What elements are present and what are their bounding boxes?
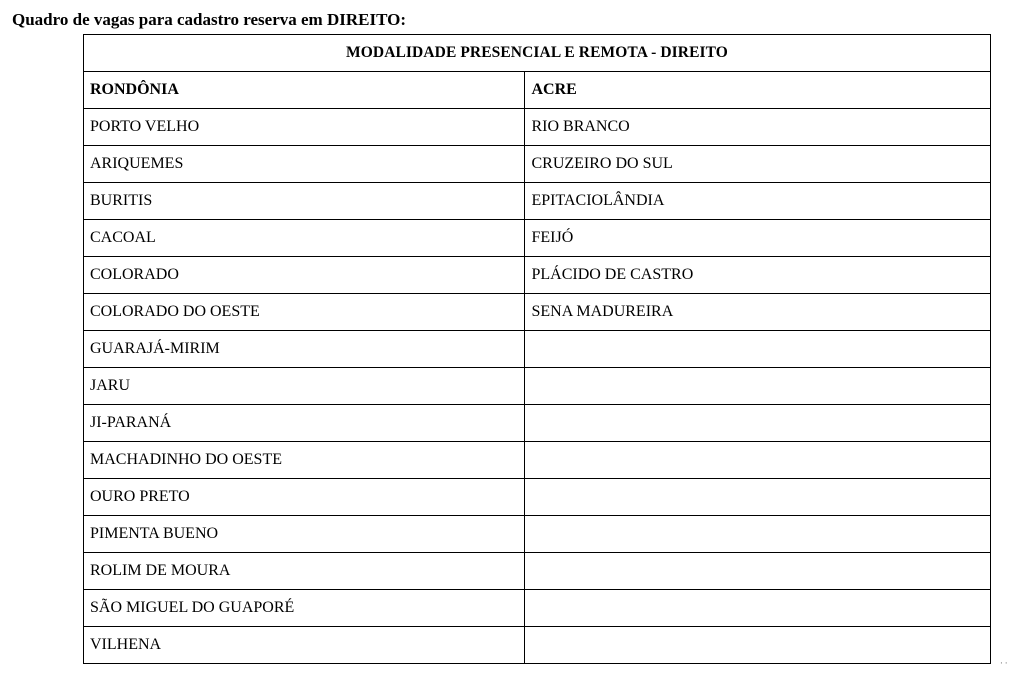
city-cell-rondonia: ROLIM DE MOURA: [84, 553, 525, 590]
table-header-row: [84, 72, 991, 109]
city-cell-rondonia: COLORADO: [84, 257, 525, 294]
table-row: [84, 553, 991, 590]
city-cell-acre: EPITACIOLÂNDIA: [525, 183, 991, 220]
city-cell-rondonia: ARIQUEMES: [84, 146, 525, 183]
city-cell-acre: [525, 331, 991, 368]
table-row: [84, 109, 991, 146]
table-row: [84, 146, 991, 183]
city-cell-rondonia: CACOAL: [84, 220, 525, 257]
city-cell-rondonia: SÃO MIGUEL DO GUAPORÉ: [84, 590, 525, 627]
city-cell-rondonia: BURITIS: [84, 183, 525, 220]
table-row: [84, 405, 991, 442]
table-row: [84, 627, 991, 664]
city-cell-acre: [525, 368, 991, 405]
table-row: [84, 257, 991, 294]
city-cell-acre: CRUZEIRO DO SUL: [525, 146, 991, 183]
city-cell-acre: RIO BRANCO: [525, 109, 991, 146]
page-title: Quadro de vagas para cadastro reserva em DIREITO:: [12, 10, 406, 29]
city-cell-acre: [525, 590, 991, 627]
page-corner-marker: ··: [999, 657, 1009, 669]
city-cell-acre: [525, 627, 991, 664]
city-cell-rondonia: PIMENTA BUENO: [84, 516, 525, 553]
table-row: [84, 590, 991, 627]
city-cell-rondonia: JI-PARANÁ: [84, 405, 525, 442]
city-cell-rondonia: VILHENA: [84, 627, 525, 664]
table-row: [84, 294, 991, 331]
table-title-row: [84, 35, 991, 72]
vacancy-table: [83, 34, 991, 664]
city-cell-rondonia: MACHADINHO DO OESTE: [84, 442, 525, 479]
city-cell-acre: FEIJÓ: [525, 220, 991, 257]
table-row: [84, 442, 991, 479]
table-title: MODALIDADE PRESENCIAL E REMOTA - DIREITO: [84, 35, 991, 72]
city-cell-acre: [525, 405, 991, 442]
table-row: [84, 183, 991, 220]
city-cell-rondonia: GUARAJÁ-MIRIM: [84, 331, 525, 368]
table-row: [84, 516, 991, 553]
city-cell-rondonia: PORTO VELHO: [84, 109, 525, 146]
city-cell-acre: [525, 442, 991, 479]
city-cell-rondonia: JARU: [84, 368, 525, 405]
vacancy-table-container: [83, 34, 991, 664]
city-cell-rondonia: COLORADO DO OESTE: [84, 294, 525, 331]
city-cell-rondonia: OURO PRETO: [84, 479, 525, 516]
table-row: [84, 331, 991, 368]
city-cell-acre: PLÁCIDO DE CASTRO: [525, 257, 991, 294]
city-cell-acre: SENA MADUREIRA: [525, 294, 991, 331]
table-row: [84, 220, 991, 257]
column-header-rondonia: RONDÔNIA: [84, 72, 525, 109]
table-row: [84, 368, 991, 405]
city-cell-acre: [525, 553, 991, 590]
column-header-acre: ACRE: [525, 72, 991, 109]
table-row: [84, 479, 991, 516]
city-cell-acre: [525, 479, 991, 516]
city-cell-acre: [525, 516, 991, 553]
